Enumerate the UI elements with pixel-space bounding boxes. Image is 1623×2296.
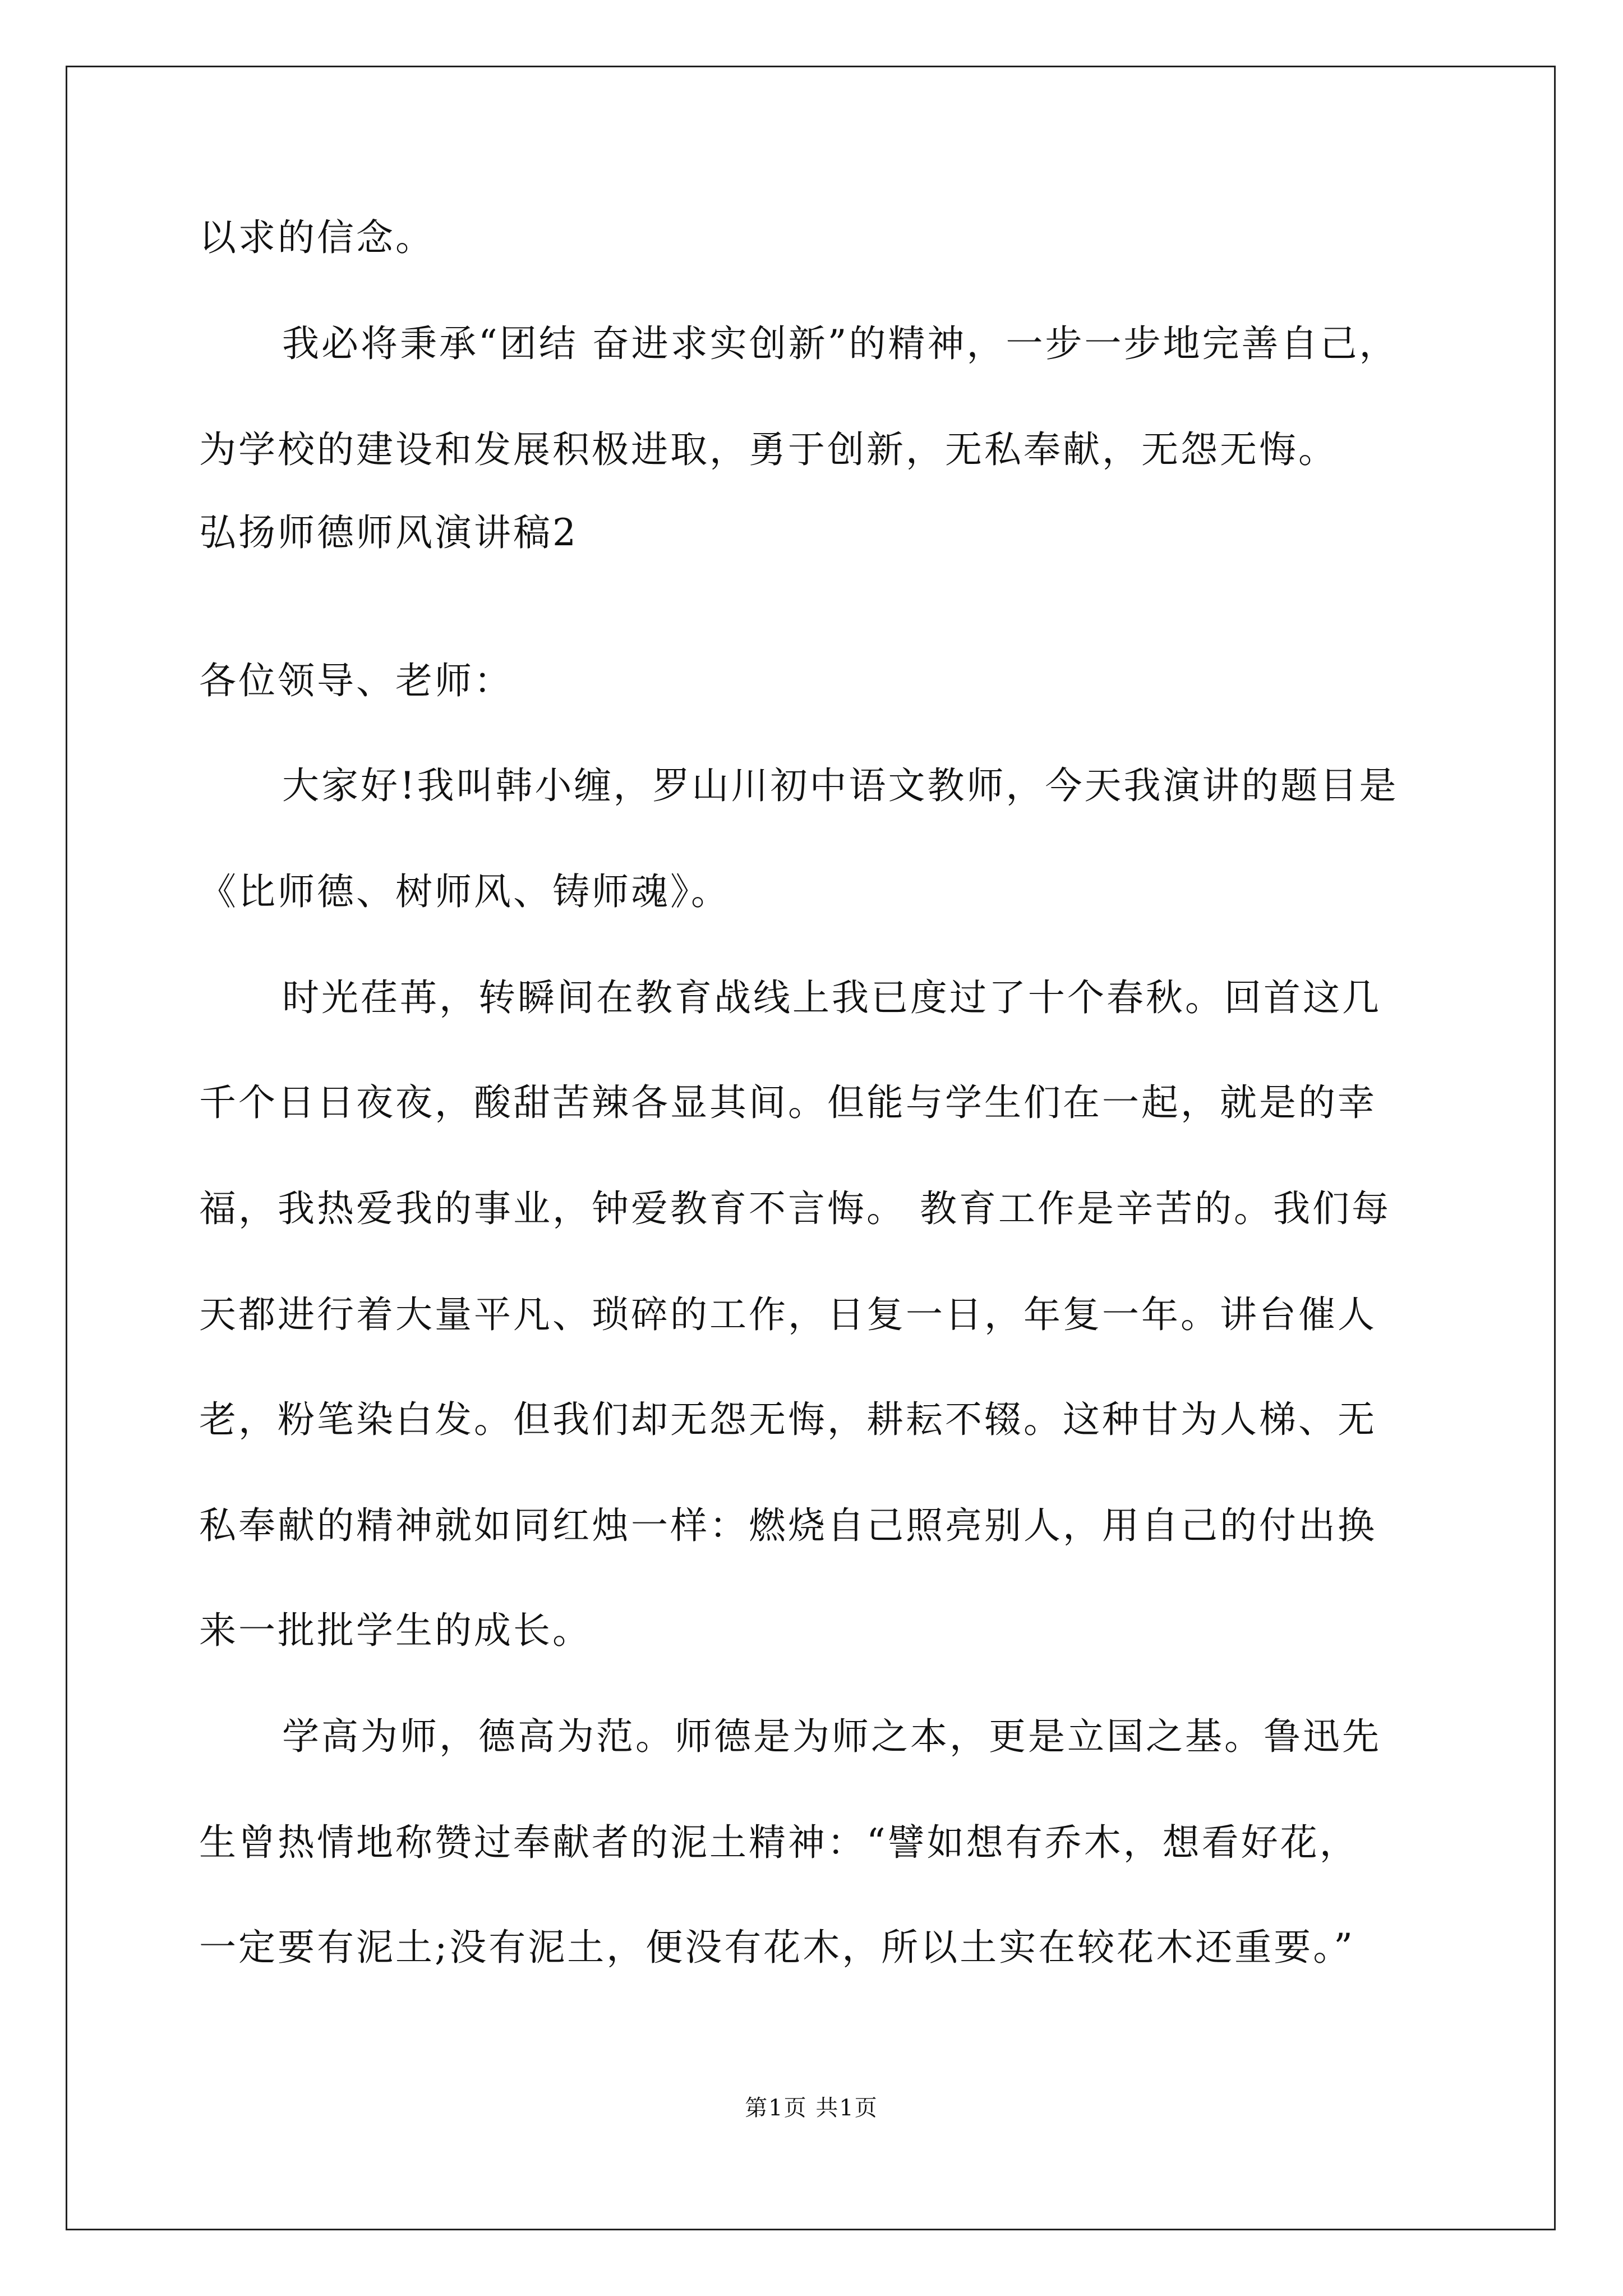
text-line-10: 福，我热爱我的事业，钟爱教育不言悔。 教育工作是辛苦的。我们每 bbox=[199, 1187, 1391, 1230]
text-line-2: 我必将秉承“团结 奋进求实创新”的精神，一步一步地完善自己， bbox=[282, 322, 1399, 365]
page-footer: 第1页 共1页 bbox=[745, 2095, 878, 2121]
salutation: 各位领导、老师： bbox=[199, 659, 513, 702]
text-line-6: 大家好!我叫韩小缠，罗山川初中语文教师，今天我演讲的题目是 bbox=[282, 764, 1399, 807]
text-line-14: 来一批批学生的成长。 bbox=[199, 1609, 592, 1652]
text-line-15: 学高为师，德高为范。师德是为师之本，更是立国之基。鲁迅先 bbox=[282, 1715, 1381, 1758]
text-line-9: 千个日日夜夜，酸甜苦辣各显其间。但能与学生们在一起，就是的幸 bbox=[199, 1081, 1377, 1124]
text-line-13: 私奉献的精神就如同红烛一样：燃烧自己照亮别人，用自己的付出换 bbox=[199, 1504, 1377, 1547]
text-line-3: 为学校的建设和发展积极进取，勇于创新，无私奉献，无怨无悔。 bbox=[199, 428, 1338, 471]
text-line-1: 以求的信念。 bbox=[199, 216, 435, 259]
text-line-11: 天都进行着大量平凡、琐碎的工作，日复一日，年复一年。讲台催人 bbox=[199, 1293, 1377, 1336]
text-line-12: 老，粉笔染白发。但我们却无怨无悔，耕耘不辍。这种甘为人梯、无 bbox=[199, 1398, 1377, 1441]
page-border bbox=[66, 66, 1556, 2230]
text-line-17: 一定要有泥土;没有泥土，便没有花木，所以土实在较花木还重要。” bbox=[199, 1926, 1355, 1969]
section-heading: 弘扬师德师风演讲稿2 bbox=[199, 511, 578, 554]
text-line-7: 《比师德、树师风、铸师魂》。 bbox=[199, 870, 730, 913]
text-line-16: 生曾热情地称赞过奉献者的泥土精神：“譬如想有乔木，想看好花， bbox=[199, 1821, 1359, 1864]
text-line-8: 时光荏苒，转瞬间在教育战线上我已度过了十个春秋。回首这几 bbox=[282, 976, 1381, 1019]
